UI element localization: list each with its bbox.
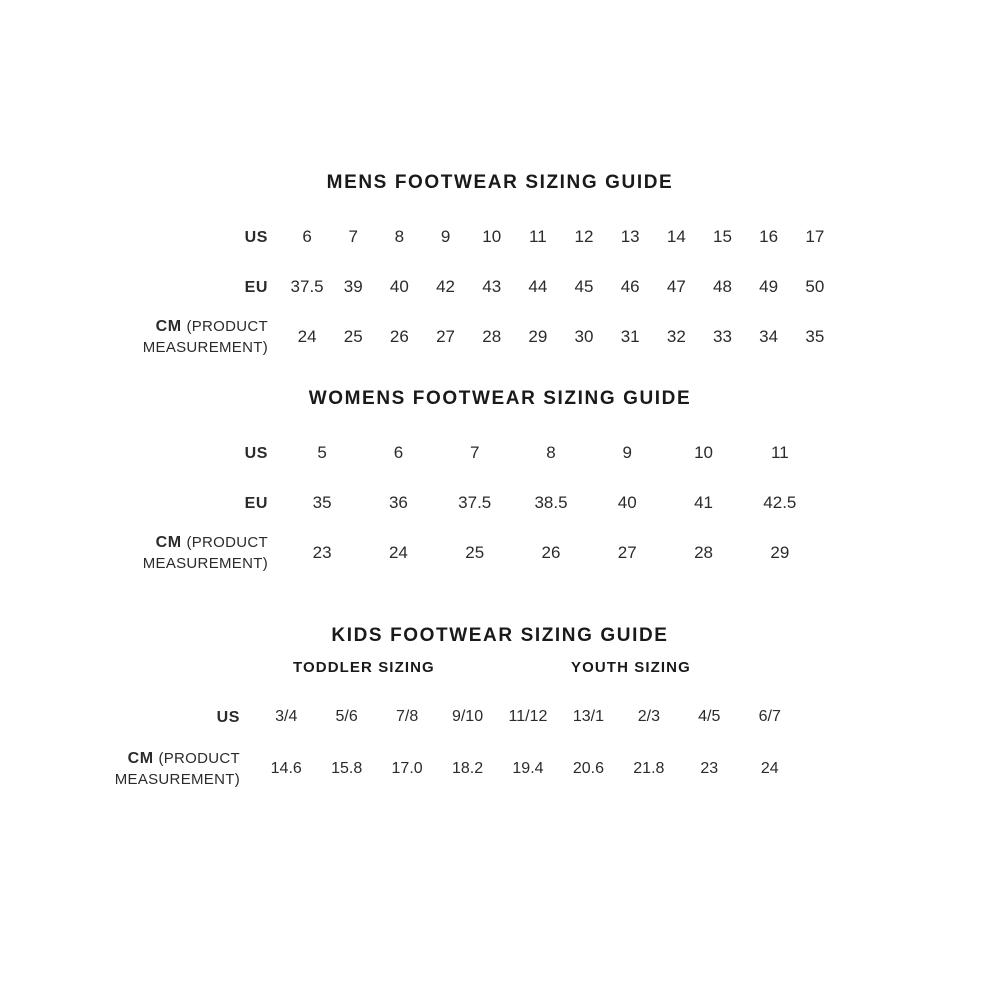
cell-value: 5/6 xyxy=(335,708,358,725)
kids-sizing-section xyxy=(0,625,1000,795)
row-label-text: CM xyxy=(127,750,154,768)
row-label-us xyxy=(60,691,256,743)
cell-value: 9 xyxy=(622,443,632,462)
row-label-text: CM xyxy=(155,534,182,552)
cell-value: 31 xyxy=(620,327,640,346)
row-label-text: EU xyxy=(244,494,268,512)
cell-value: 29 xyxy=(528,327,548,346)
cell-value: 29 xyxy=(770,543,790,562)
cell-value: 46 xyxy=(620,277,640,296)
cell-value: 44 xyxy=(528,277,548,296)
cell-value: 19.4 xyxy=(512,760,544,777)
table-row xyxy=(78,312,838,362)
row-label-cm xyxy=(78,528,284,578)
cell-value: 28 xyxy=(694,543,713,562)
cell-value: 40 xyxy=(617,493,637,512)
cell-value: 13/1 xyxy=(572,708,604,725)
cell-value: 37.5 xyxy=(290,277,324,296)
row-label-sublabel: (PRODUCT xyxy=(186,534,268,552)
cell-value: 27 xyxy=(436,327,455,346)
table-row xyxy=(78,478,818,528)
cell-value: 4/5 xyxy=(698,708,721,725)
kids-subheadings xyxy=(0,659,1000,685)
cell-value: 11 xyxy=(771,443,789,462)
cell-value: 18.2 xyxy=(451,760,484,777)
cell-value: 6/7 xyxy=(758,708,781,725)
table-row xyxy=(60,691,800,743)
cell-value: 45 xyxy=(574,277,594,296)
row-label-eu xyxy=(78,262,284,312)
cell-value: 9 xyxy=(440,227,451,246)
cell-value: 32 xyxy=(666,327,686,346)
cell-value: 6 xyxy=(302,227,312,246)
table-row xyxy=(78,262,838,312)
cell-value: 23 xyxy=(700,760,719,777)
row-label-cm xyxy=(78,312,284,362)
cell-value: 20.6 xyxy=(572,760,604,777)
cell-value: 7/8 xyxy=(395,708,419,725)
cell-value: 8 xyxy=(546,443,556,462)
cell-value: 15 xyxy=(713,227,732,246)
cell-value: 24 xyxy=(297,327,317,346)
table-row xyxy=(78,428,818,478)
womens-sizing-section xyxy=(0,388,1000,578)
cell-value: 7 xyxy=(348,227,358,246)
womens-sizing-table xyxy=(78,428,818,578)
row-label-us xyxy=(78,428,284,478)
table-row xyxy=(60,743,800,795)
cell-value: 26 xyxy=(541,543,561,562)
cell-value: 17 xyxy=(805,227,825,246)
cell-value: 41 xyxy=(694,493,713,512)
cell-value: 6 xyxy=(393,443,404,462)
row-label-sublabel-line2: MEASUREMENT) xyxy=(142,339,268,357)
cell-value: 5 xyxy=(317,443,327,462)
row-label-sublabel-line2: MEASUREMENT) xyxy=(114,771,240,789)
mens-section-title: MENS FOOTWEAR SIZING GUIDE xyxy=(326,172,674,193)
cell-value: 42 xyxy=(436,277,455,296)
cell-value: 47 xyxy=(666,277,686,296)
womens-section-title: WOMENS FOOTWEAR SIZING GUIDE xyxy=(308,388,692,409)
cell-value: 48 xyxy=(713,277,732,296)
cell-value: 34 xyxy=(759,327,779,346)
row-label-text: CM xyxy=(155,318,182,336)
youth-sizing-subheading: YOUTH SIZING xyxy=(571,659,691,676)
cell-value: 12 xyxy=(574,227,594,246)
row-label-sublabel: (PRODUCT xyxy=(186,318,268,336)
toddler-sizing-subheading: TODDLER SIZING xyxy=(293,659,435,676)
cell-value: 24 xyxy=(760,760,779,777)
cell-value: 50 xyxy=(805,277,825,296)
row-label-sublabel-line2: MEASUREMENT) xyxy=(142,555,268,573)
cell-value: 23 xyxy=(312,543,332,562)
cell-value: 38.5 xyxy=(534,493,568,512)
cell-value: 43 xyxy=(482,277,502,296)
cell-value: 13 xyxy=(620,227,640,246)
cell-value: 25 xyxy=(343,327,363,346)
mens-sizing-section xyxy=(0,172,1000,362)
cell-value: 33 xyxy=(713,327,732,346)
cell-value: 27 xyxy=(617,543,637,562)
table-row xyxy=(78,212,838,262)
cell-value: 10 xyxy=(482,227,502,246)
cell-value: 35 xyxy=(312,493,332,512)
cell-value: 39 xyxy=(343,277,363,296)
row-label-cm xyxy=(60,743,256,795)
row-label-sublabel: (PRODUCT xyxy=(158,750,240,768)
row-label-eu xyxy=(78,478,284,528)
cell-value: 30 xyxy=(574,327,594,346)
kids-section-title: KIDS FOOTWEAR SIZING GUIDE xyxy=(331,625,669,646)
cell-value: 26 xyxy=(389,327,409,346)
kids-sizing-table xyxy=(60,691,800,795)
cell-value: 14 xyxy=(666,227,686,246)
cell-value: 2/3 xyxy=(637,708,660,725)
table-row xyxy=(78,528,818,578)
row-label-text: US xyxy=(216,708,240,726)
mens-sizing-table xyxy=(78,212,838,362)
cell-value: 15.8 xyxy=(331,760,363,777)
cell-value: 35 xyxy=(805,327,825,346)
cell-value: 17.0 xyxy=(391,760,423,777)
cell-value: 24 xyxy=(388,543,408,562)
cell-value: 28 xyxy=(482,327,502,346)
cell-value: 42.5 xyxy=(763,493,797,512)
cell-value: 37.5 xyxy=(458,493,492,512)
cell-value: 7 xyxy=(469,443,480,462)
row-label-text: EU xyxy=(244,278,268,296)
cell-value: 40 xyxy=(389,277,409,296)
row-label-us xyxy=(78,212,284,262)
cell-value: 3/4 xyxy=(275,708,298,725)
cell-value: 11/12 xyxy=(508,708,548,725)
cell-value: 21.8 xyxy=(633,760,665,777)
cell-value: 25 xyxy=(465,543,485,562)
row-label-text: US xyxy=(244,444,268,462)
cell-value: 10 xyxy=(694,443,713,462)
cell-value: 9/10 xyxy=(451,708,484,725)
row-label-text: US xyxy=(244,228,268,246)
cell-value: 14.6 xyxy=(270,760,302,777)
cell-value: 11 xyxy=(529,227,547,246)
cell-value: 8 xyxy=(394,227,405,246)
cell-value: 36 xyxy=(388,493,408,512)
cell-value: 49 xyxy=(759,277,779,296)
cell-value: 16 xyxy=(759,227,779,246)
